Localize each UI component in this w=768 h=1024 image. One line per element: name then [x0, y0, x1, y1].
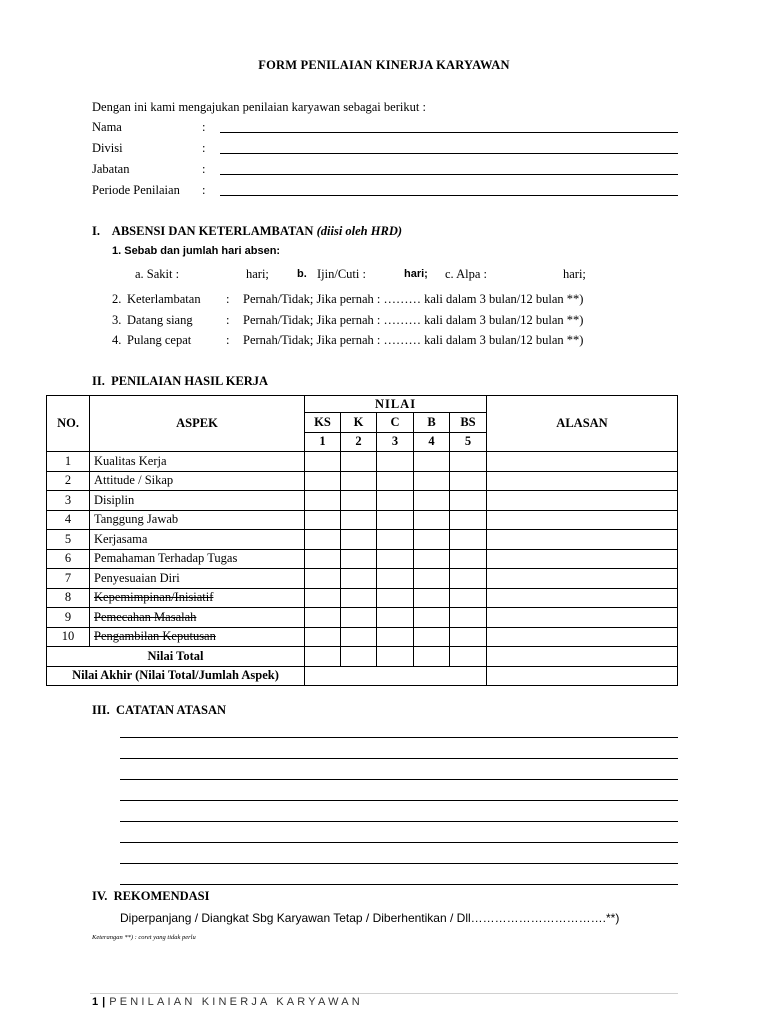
intro-text: Dengan ini kami mengajukan penilaian karyawan sebagai berikut :: [92, 100, 426, 114]
score-cell[interactable]: [414, 549, 450, 569]
row-no: 2: [47, 471, 90, 491]
row-aspek: Tanggung Jawab: [90, 510, 305, 530]
score-cell[interactable]: [414, 627, 450, 647]
section4-heading: IV. REKOMENDASI: [92, 889, 210, 903]
col-aspek-header: ASPEK: [90, 396, 305, 452]
catatan-line[interactable]: [120, 779, 678, 780]
absen-ijin-unit: hari;: [404, 268, 428, 280]
lateness-label: Pulang cepat: [127, 333, 192, 347]
total-cell[interactable]: [377, 647, 414, 667]
score-cell[interactable]: [305, 588, 341, 608]
row-aspek-struck: Kepemimpinan/Inisiatif: [90, 588, 305, 608]
field-line-jabatan[interactable]: [220, 174, 678, 175]
score-cell[interactable]: [414, 588, 450, 608]
field-colon: :: [202, 162, 206, 176]
score-cell[interactable]: [450, 608, 487, 628]
table-row: [47, 588, 678, 608]
table-row: [47, 491, 678, 511]
footer-text: PENILAIAN KINERJA KARYAWAN: [109, 996, 363, 1008]
nilai-akhir-cell[interactable]: [305, 666, 487, 686]
score-cell[interactable]: [414, 471, 450, 491]
field-label-periode: Periode Penilaian: [92, 183, 180, 197]
table-row: [47, 471, 678, 491]
alasan-cell[interactable]: [487, 549, 678, 569]
section1-heading-note: (diisi oleh HRD): [316, 224, 403, 238]
score-cell[interactable]: [305, 530, 341, 550]
row-no: 6: [47, 549, 90, 569]
score-cell[interactable]: [377, 569, 414, 589]
scale-number: 3: [377, 432, 414, 452]
page-footer: [92, 996, 363, 1008]
total-cell[interactable]: [341, 647, 377, 667]
score-cell[interactable]: [450, 510, 487, 530]
score-cell[interactable]: [450, 627, 487, 647]
scale-number: 4: [414, 432, 450, 452]
row-aspek: Attitude / Sikap: [90, 471, 305, 491]
total-cell[interactable]: [414, 647, 450, 667]
field-colon: :: [202, 120, 206, 134]
catatan-line[interactable]: [120, 737, 678, 738]
absen-item-1: 1. Sebab dan jumlah hari absen:: [112, 245, 281, 257]
scale-number: 5: [450, 432, 487, 452]
absen-ijin-label: Ijin/Cuti :: [317, 267, 366, 281]
score-cell[interactable]: [305, 569, 341, 589]
nilai-akhir-label: Nilai Akhir (Nilai Total/Jumlah Aspek): [47, 666, 305, 686]
evaluation-table: [46, 395, 678, 686]
score-cell[interactable]: [377, 608, 414, 628]
score-cell[interactable]: [305, 510, 341, 530]
row-no: 5: [47, 530, 90, 550]
table-row: [47, 452, 678, 472]
field-colon: :: [202, 141, 206, 155]
section1-heading: [92, 224, 402, 239]
absen-sakit-label: a. Sakit :: [135, 267, 180, 281]
score-cell[interactable]: [414, 608, 450, 628]
alasan-cell[interactable]: [487, 452, 678, 472]
total-cell[interactable]: [450, 647, 487, 667]
score-cell[interactable]: [305, 491, 341, 511]
score-cell[interactable]: [341, 491, 377, 511]
lateness-no: 3.: [112, 313, 122, 327]
score-cell[interactable]: [450, 452, 487, 472]
alasan-cell[interactable]: [487, 588, 678, 608]
rekomendasi-text: Diperpanjang / Diangkat Sbg Karyawan Tetap / Diberhentikan / Dll…………………………….**): [120, 911, 620, 925]
lateness-no: 2.: [112, 292, 122, 306]
absen-alpa-label: c. Alpa :: [445, 267, 488, 281]
field-line-periode[interactable]: [220, 195, 678, 196]
score-cell[interactable]: [414, 452, 450, 472]
alasan-cell[interactable]: [487, 666, 678, 686]
section3-heading: III. CATATAN ATASAN: [92, 703, 227, 717]
score-cell[interactable]: [450, 588, 487, 608]
section1-heading-text: I. ABSENSI DAN KETERLAMBATAN: [92, 224, 317, 238]
score-cell[interactable]: [341, 530, 377, 550]
row-aspek: Kualitas Kerja: [90, 452, 305, 472]
scale-label: KS: [305, 413, 341, 433]
catatan-line[interactable]: [120, 821, 678, 822]
score-cell[interactable]: [377, 452, 414, 472]
field-line-nama[interactable]: [220, 132, 678, 133]
table-row: [47, 569, 678, 589]
score-cell[interactable]: [377, 491, 414, 511]
score-cell[interactable]: [305, 471, 341, 491]
row-no: 10: [47, 627, 90, 647]
scale-number: 1: [305, 432, 341, 452]
row-no: 4: [47, 510, 90, 530]
row-aspek: Kerjasama: [90, 530, 305, 550]
score-cell[interactable]: [341, 510, 377, 530]
field-colon: :: [202, 183, 206, 197]
table-row: [47, 510, 678, 530]
field-label-jabatan: Jabatan: [92, 162, 130, 176]
row-no: 8: [47, 588, 90, 608]
row-aspek: Disiplin: [90, 491, 305, 511]
lateness-colon: :: [226, 313, 230, 327]
footer-divider: [90, 993, 678, 994]
score-cell[interactable]: [341, 608, 377, 628]
score-cell[interactable]: [450, 530, 487, 550]
scale-label: B: [414, 413, 450, 433]
scale-label: K: [341, 413, 377, 433]
lateness-label: Keterlambatan: [127, 292, 201, 306]
nilai-total-label: Nilai Total: [47, 647, 305, 667]
alasan-cell[interactable]: [487, 647, 678, 667]
alasan-cell[interactable]: [487, 569, 678, 589]
score-cell[interactable]: [305, 452, 341, 472]
section2-heading: II. PENILAIAN HASIL KERJA: [92, 374, 269, 388]
row-aspek-struck: Pemecahan Masalah: [90, 608, 305, 628]
score-cell[interactable]: [450, 569, 487, 589]
absen-b-letter: b.: [297, 268, 307, 280]
col-alasan-header: ALASAN: [487, 396, 678, 452]
lateness-colon: :: [226, 333, 230, 347]
score-cell[interactable]: [305, 627, 341, 647]
col-nilai-header: NILAI: [305, 396, 487, 413]
total-cell[interactable]: [305, 647, 341, 667]
score-cell[interactable]: [414, 491, 450, 511]
lateness-text: Pernah/Tidak; Jika pernah : ……… kali dalam 3 bulan/12 bulan **): [243, 313, 584, 327]
catatan-line[interactable]: [120, 884, 678, 885]
form-title: FORM PENILAIAN KINERJA KARYAWAN: [258, 58, 510, 72]
alasan-cell[interactable]: [487, 530, 678, 550]
score-cell[interactable]: [377, 588, 414, 608]
score-cell[interactable]: [377, 530, 414, 550]
scale-number: 2: [341, 432, 377, 452]
score-cell[interactable]: [305, 549, 341, 569]
catatan-line[interactable]: [120, 758, 678, 759]
nilai-total-row: [47, 647, 678, 667]
catatan-line[interactable]: [120, 800, 678, 801]
absen-sakit-unit: hari;: [246, 267, 269, 281]
field-label-nama: Nama: [92, 120, 122, 134]
lateness-text: Pernah/Tidak; Jika pernah : ……… kali dalam 3 bulan/12 bulan **): [243, 292, 584, 306]
table-row: [47, 549, 678, 569]
lateness-label: Datang siang: [127, 313, 193, 327]
row-no: 3: [47, 491, 90, 511]
score-cell[interactable]: [450, 491, 487, 511]
alasan-cell[interactable]: [487, 491, 678, 511]
row-no: 1: [47, 452, 90, 472]
score-cell[interactable]: [341, 452, 377, 472]
score-cell[interactable]: [341, 627, 377, 647]
footer-separator: |: [102, 996, 106, 1008]
row-no: 7: [47, 569, 90, 589]
field-line-divisi[interactable]: [220, 153, 678, 154]
score-cell[interactable]: [377, 471, 414, 491]
table-row: [47, 608, 678, 628]
field-label-divisi: Divisi: [92, 141, 123, 155]
row-aspek: Pemahaman Terhadap Tugas: [90, 549, 305, 569]
catatan-line[interactable]: [120, 863, 678, 864]
score-cell[interactable]: [305, 608, 341, 628]
score-cell[interactable]: [414, 510, 450, 530]
col-no-header: NO.: [47, 396, 90, 452]
nilai-akhir-row: [47, 666, 678, 686]
alasan-cell[interactable]: [487, 627, 678, 647]
score-cell[interactable]: [450, 549, 487, 569]
row-no: 9: [47, 608, 90, 628]
alasan-cell[interactable]: [487, 471, 678, 491]
table-row: [47, 627, 678, 647]
keterangan-note: Keterangan **) : coret yang tidak perlu: [92, 934, 196, 941]
row-aspek-struck: Pengambilan Keputusan: [90, 627, 305, 647]
lateness-no: 4.: [112, 333, 122, 347]
absen-alpa-unit: hari;: [563, 267, 586, 281]
score-cell[interactable]: [341, 471, 377, 491]
lateness-text: Pernah/Tidak; Jika pernah : ……… kali dalam 3 bulan/12 bulan **): [243, 333, 584, 347]
score-cell[interactable]: [377, 549, 414, 569]
alasan-cell[interactable]: [487, 510, 678, 530]
row-aspek: Penyesuaian Diri: [90, 569, 305, 589]
table-row: [47, 530, 678, 550]
score-cell[interactable]: [450, 471, 487, 491]
score-cell[interactable]: [377, 510, 414, 530]
alasan-cell[interactable]: [487, 608, 678, 628]
score-cell[interactable]: [414, 569, 450, 589]
scale-label: C: [377, 413, 414, 433]
score-cell[interactable]: [414, 530, 450, 550]
scale-label: BS: [450, 413, 487, 433]
score-cell[interactable]: [377, 627, 414, 647]
score-cell[interactable]: [341, 569, 377, 589]
page-number: 1: [92, 996, 99, 1008]
score-cell[interactable]: [341, 588, 377, 608]
score-cell[interactable]: [341, 549, 377, 569]
lateness-colon: :: [226, 292, 230, 306]
catatan-line[interactable]: [120, 842, 678, 843]
